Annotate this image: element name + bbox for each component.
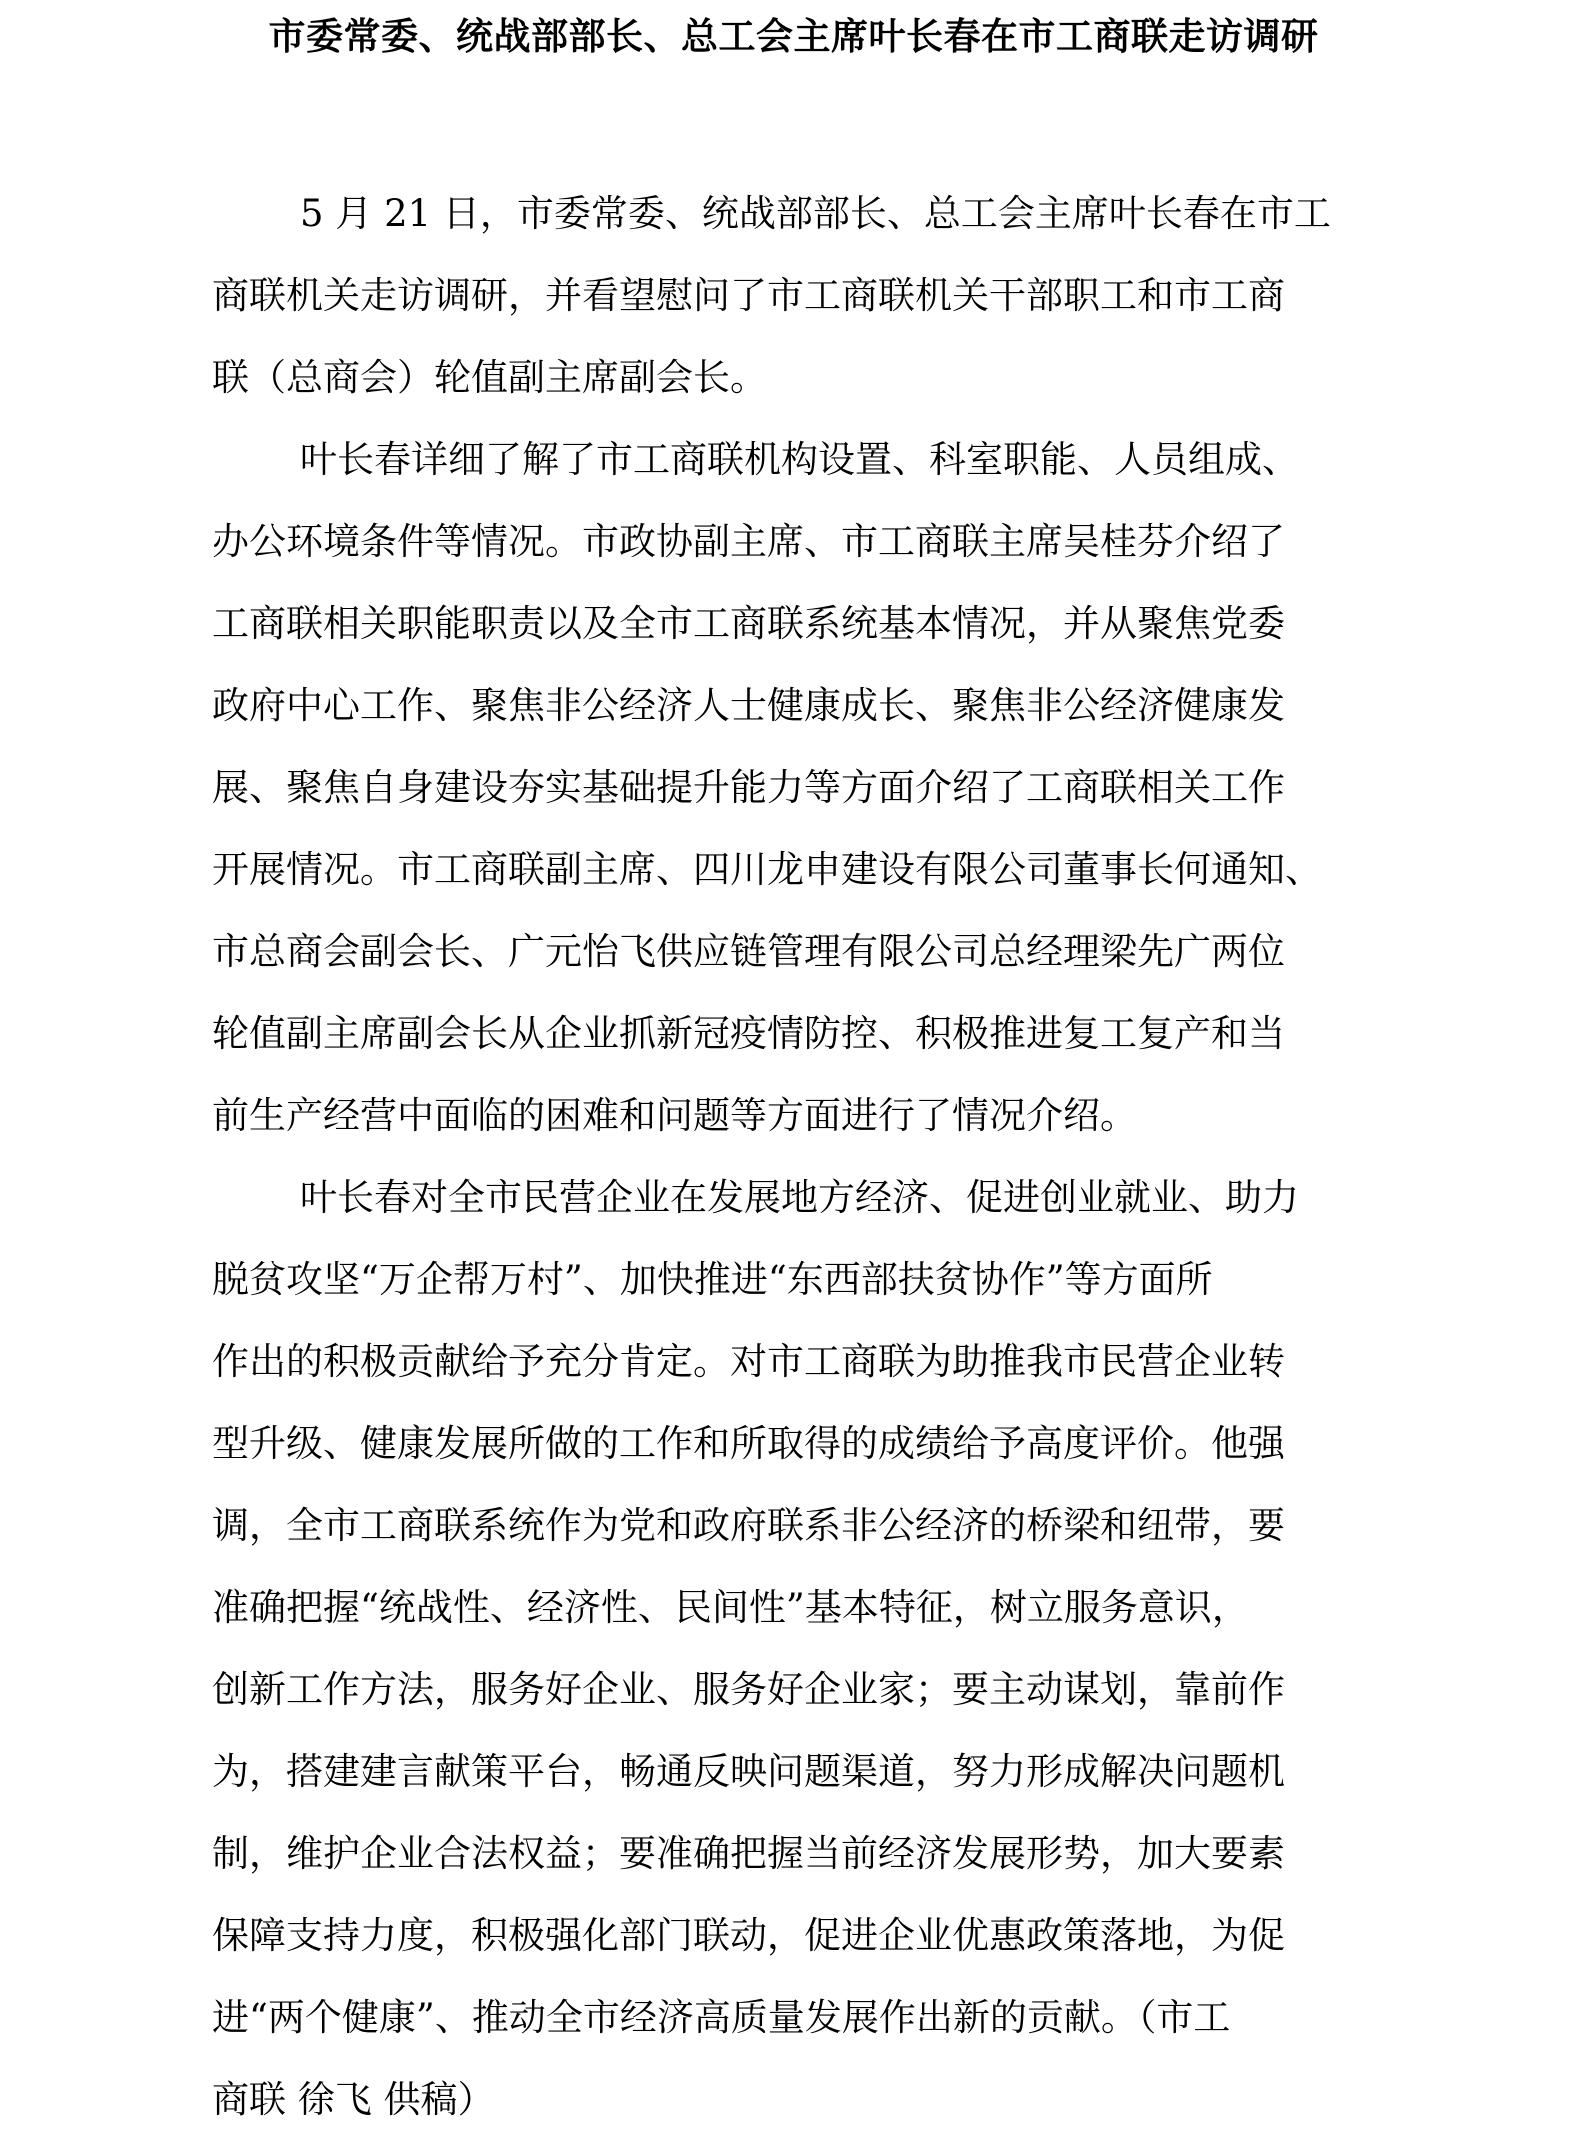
paragraph-2-line-3: 工商联相关职能职责以及全市工商联系统基本情况，并从聚焦党委 [212,602,1285,645]
paragraph-2-line-6: 开展情况。市工商联副主席、四川龙申建设有限公司董事长何通知、 [212,848,1322,891]
paragraph-3-line-6: 准确把握“统战性、经济性、民间性”基本特征，树立服务意识， [212,1586,1249,1629]
paragraph-3-line-4: 型升级、健康发展所做的工作和所取得的成绩给予高度评价。他强 [212,1422,1285,1465]
paragraph-1-line-1: 5 月 21 日，市委常委、统战部部长、总工会主席叶长春在市工 [300,192,1331,235]
paragraph-1-line-3: 联（总商会）轮值副主席副会长。 [212,356,767,399]
paragraph-3-line-5: 调，全市工商联系统作为党和政府联系非公经济的桥梁和纽带，要 [212,1504,1285,1547]
paragraph-2-line-8: 轮值副主席副会长从企业抓新冠疫情防控、积极推进复工复产和当 [212,1012,1285,1055]
paragraph-2-line-5: 展、聚焦自身建设夯实基础提升能力等方面介绍了工商联相关工作 [212,766,1285,809]
paragraph-3-line-11: 进“两个健康”、推动全市经济高质量发展作出新的贡献。（市工 [212,1996,1231,2039]
paragraph-3-line-7: 创新工作方法，服务好企业、服务好企业家；要主动谋划，靠前作 [212,1668,1285,1711]
paragraph-3-line-1: 叶长春对全市民营企业在发展地方经济、促进创业就业、助力 [300,1176,1299,1219]
paragraph-1-line-2: 商联机关走访调研，并看望慰问了市工商联机关干部职工和市工商 [212,274,1285,317]
paragraph-2-line-7: 市总商会副会长、广元怡飞供应链管理有限公司总经理梁先广两位 [212,930,1285,973]
paragraph-2-line-1: 叶长春详细了解了市工商联机构设置、科室职能、人员组成、 [300,438,1299,481]
paragraph-3-line-10: 保障支持力度，积极强化部门联动，促进企业优惠政策落地，为促 [212,1914,1285,1957]
paragraph-2-line-9: 前生产经营中面临的困难和问题等方面进行了情况介绍。 [212,1094,1137,1137]
document-title: 市委常委、统战部部长、总工会主席叶长春在市工商联走访调研 [268,14,1319,58]
paragraph-3-line-8: 为，搭建建言献策平台，畅通反映问题渠道，努力形成解决问题机 [212,1750,1285,1793]
paragraph-3-line-12: 商联 徐飞 供稿） [212,2078,495,2121]
paragraph-3-line-3: 作出的积极贡献给予充分肯定。对市工商联为助推我市民营企业转 [212,1340,1285,1383]
paragraph-3-line-2: 脱贫攻坚“万企帮万村”、加快推进“东西部扶贫协作”等方面所 [212,1258,1213,1301]
paragraph-2-line-4: 政府中心工作、聚焦非公经济人士健康成长、聚焦非公经济健康发 [212,684,1285,727]
paragraph-3-line-9: 制，维护企业合法权益；要准确把握当前经济发展形势，加大要素 [212,1832,1285,1875]
paragraph-2-line-2: 办公环境条件等情况。市政协副主席、市工商联主席吴桂芬介绍了 [212,520,1285,563]
document-body [212,173,1390,2141]
